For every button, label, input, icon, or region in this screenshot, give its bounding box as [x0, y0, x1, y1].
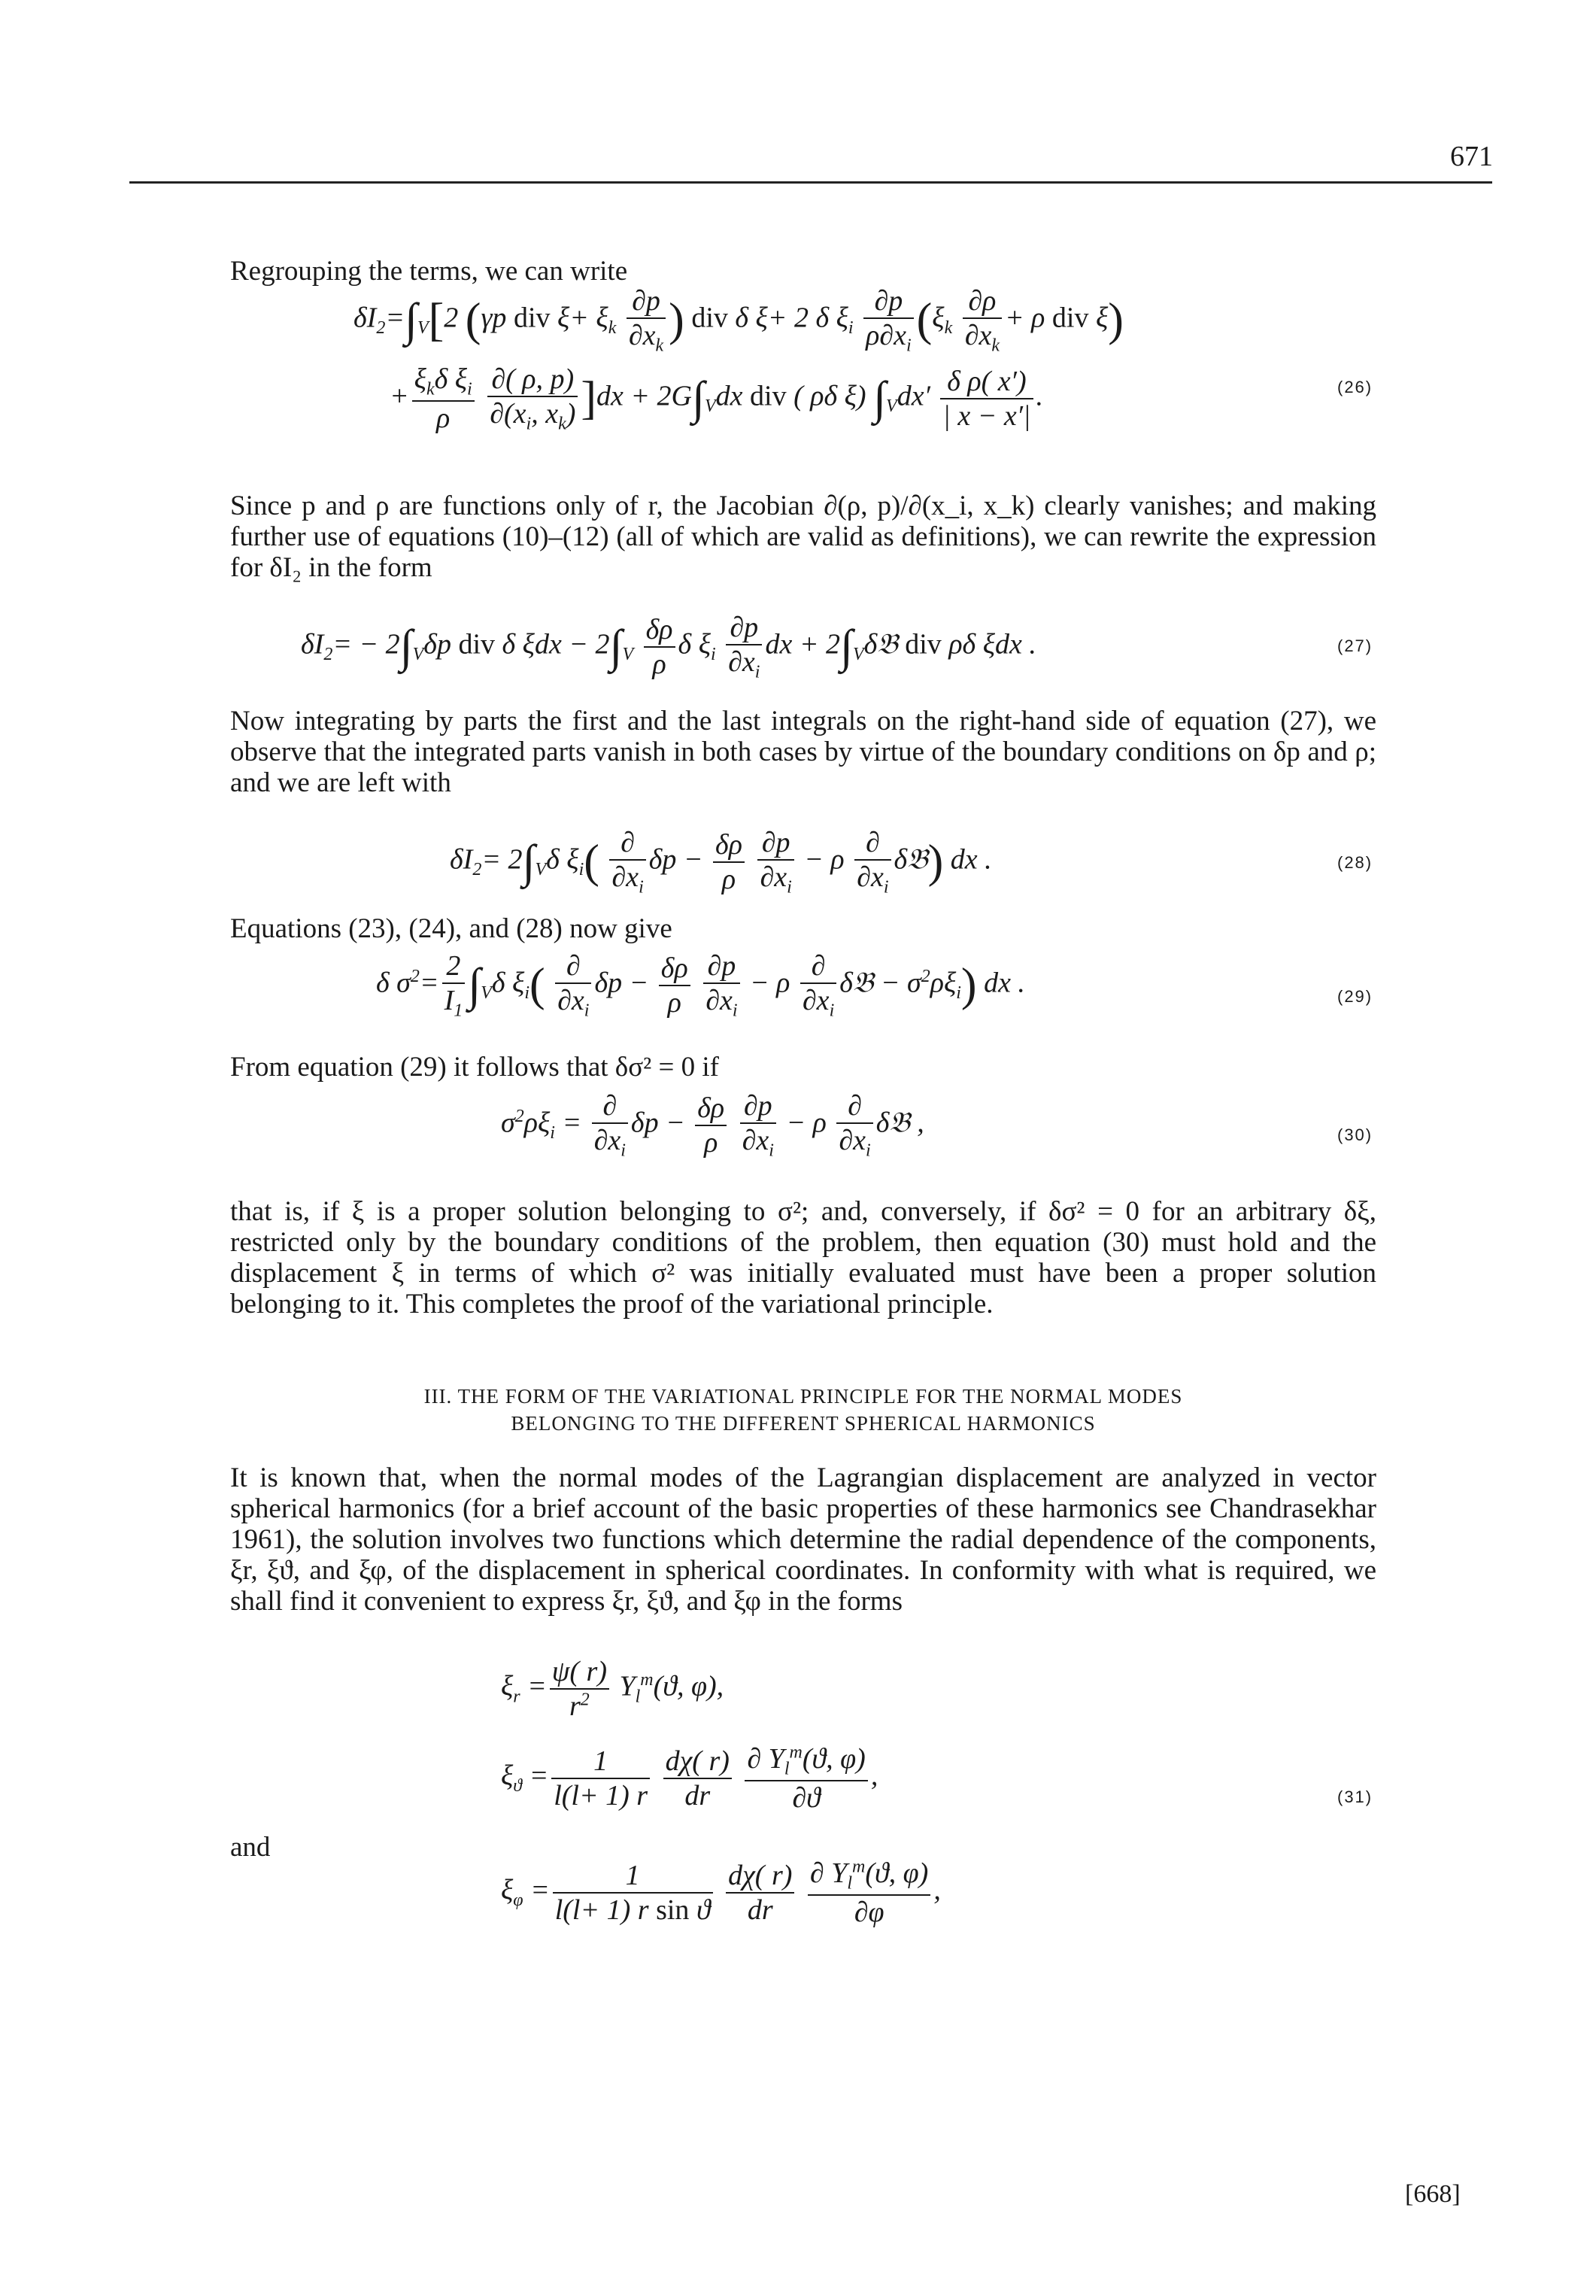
- paragraph-1: [230, 256, 1376, 287]
- equation-number-30: (30): [1337, 1125, 1373, 1144]
- equation-number-26: (26): [1337, 378, 1373, 396]
- paragraph-3-text: Now integrating by parts the first and the last integrals on the right-hand side of equation (27), we observe that the integrated parts vanish in both cases by virtue of the boundary conditions on δp and ρ; and we are left with: [230, 706, 1376, 798]
- equation-29: δ $\sigma^2=$ $\frac{2}{I_1}$ $\int_V\delta$ $\xi_i$( $\frac{\partial}{\partial x_i}$ δp − $\frac{\delta\rho}{\rho}$ $\frac{\partial p}{\partial x_i}$ − ρ $\frac{\partial}{\partial x_i}$ δ𝔅 − $\sigma^2\rho\xi_i$) dx .: [376, 950, 1025, 1021]
- section-heading-line-1: III. THE FORM OF THE VARIATIONAL PRINCIPLE FOR THE NORMAL MODES: [423, 1385, 1183, 1408]
- and-label: and: [230, 1832, 271, 1863]
- original-page-number: [668]: [1405, 2180, 1461, 2208]
- paragraph-3: [230, 706, 1376, 798]
- section-heading: [230, 1383, 1376, 1437]
- equation-number-27: (27): [1337, 636, 1373, 655]
- paragraph-5: [230, 1052, 1376, 1083]
- equation-30: $\sigma^2\rho\xi_i$ = $\frac{\partial}{\partial x_i}$ δp − $\frac{\delta\rho}{\rho}$ $\frac{\partial p}{\partial x_i}$ − ρ $\frac{\partial}{\partial x_i}$ δ𝔅 ,: [501, 1090, 924, 1161]
- paragraph-4: [230, 913, 1376, 944]
- equation-28: $\delta I_2= 2\int_V\delta$ $\xi_i$( $\frac{\partial}{\partial x_i}$ δp − $\frac{\delta\rho}{\rho}$ $\frac{\partial p}{\partial x_i}$ − ρ $\frac{\partial}{\partial x_i}$ δ𝔅) dx .: [450, 827, 992, 897]
- paragraph-6-text: that is, if ξ is a proper solution belonging to σ²; and, conversely, if δσ² = 0 for an arbitrary δξ, restricted only by the boundary conditions of the problem, then equation (30) must hold and the displacement ξ in terms of which σ² was initially evaluated must have been a proper solution belonging to it. This completes the proof of the variational principle.: [230, 1196, 1376, 1320]
- equation-26-line-1: $\delta I_2=\int_V[2$ (γp div $\xi+ \xi_k$ $\frac{\partial p}{\partial x_k}$ ) div δ ξ+ 2 δ $\xi_i$ $\frac{\partial p}{\rho\partial x_i}$ ($\xi_k$ $\frac{\partial\rho}{\partial x_k}$ + ρ div ξ): [353, 285, 1124, 356]
- equation-31-xi-r: $\xi_r$ = $\frac{\psi( r)}{r^2}$ $Y_l^m(ϑ$, φ),: [501, 1656, 724, 1722]
- equation-26-line-2: + $\frac{\xi_k\delta \xi_i}{\rho}$ $\frac{\partial( \rho, p)}{\partial(x_i, x_k)}$ ]$dx + 2G\int_Vdx$ div ( ρδ ξ) $\int_Vdx'$ $\frac{\text{δ ρ( x′)}}{| x - x'|}$ .: [390, 363, 1043, 434]
- paragraph-2-text: Since p and ρ are functions only of r, the Jacobian ∂(ρ, p)/∂(x_i, x_k) clearly vanishes; and making further use of equations (10)–(12) (all of which are valid as definitions), we can rewrite the expression for δI₂ in the form: [230, 490, 1376, 583]
- equation-31-xi-theta: $\xi_ϑ$ = $\frac{1}{l(l+ 1) r}$ $\frac{d\chi( r)}{dr}$ $\frac{\partial Y_l^m(ϑ, \varphi)}{\partial ϑ}$ ,: [501, 1742, 878, 1814]
- equation-31-xi-phi: $\xi_\varphi$ = $\frac{1}{\text{l(l+ 1) r sin ϑ}}$ $\frac{d\chi( r)}{dr}$ $\frac{\partial Y_l^m(ϑ, \varphi)}{\partial\varphi}$ ,: [501, 1857, 941, 1928]
- equation-number-31: (31): [1337, 1787, 1373, 1806]
- section-heading-line-2: BELONGING TO THE DIFFERENT SPHERICAL HARMONICS: [511, 1412, 1096, 1435]
- paragraph-1-text: Regrouping the terms, we can write: [230, 256, 628, 287]
- paragraph-2: [230, 490, 1376, 583]
- paragraph-4-text: Equations (23), (24), and (28) now give: [230, 913, 672, 944]
- equation-27: $\delta I_2= - 2\int_V\delta p$ div δ $\xi dx - 2\int_V$ $\frac{\delta\rho}{\rho}$ δ $\xi_i$ $\frac{\partial p}{\partial x_i}$ dx + $2\int_V\delta 𝔅$ div ρδ ξdx .: [301, 612, 1036, 682]
- paragraph-7: [230, 1462, 1376, 1617]
- paragraph-7-text: It is known that, when the normal modes of the Lagrangian displacement are analyzed in vector spherical harmonics (for a brief account of the basic properties of these harmonics see Chandrasekhar 1961), the solution involves two functions which determine the radial dependence of the components, ξr, ξϑ, and ξφ, of the displacement in spherical coordinates. In conformity with what is required, we shall find it convenient to express ξr, ξϑ, and ξφ in the forms: [230, 1462, 1376, 1617]
- page-number: 671: [1450, 141, 1493, 172]
- paragraph-5-text: From equation (29) it follows that δσ² = 0 if: [230, 1052, 719, 1083]
- header-rule: [129, 181, 1492, 184]
- paragraph-6: [230, 1196, 1376, 1320]
- equation-number-29: (29): [1337, 987, 1373, 1006]
- equation-number-28: (28): [1337, 853, 1373, 872]
